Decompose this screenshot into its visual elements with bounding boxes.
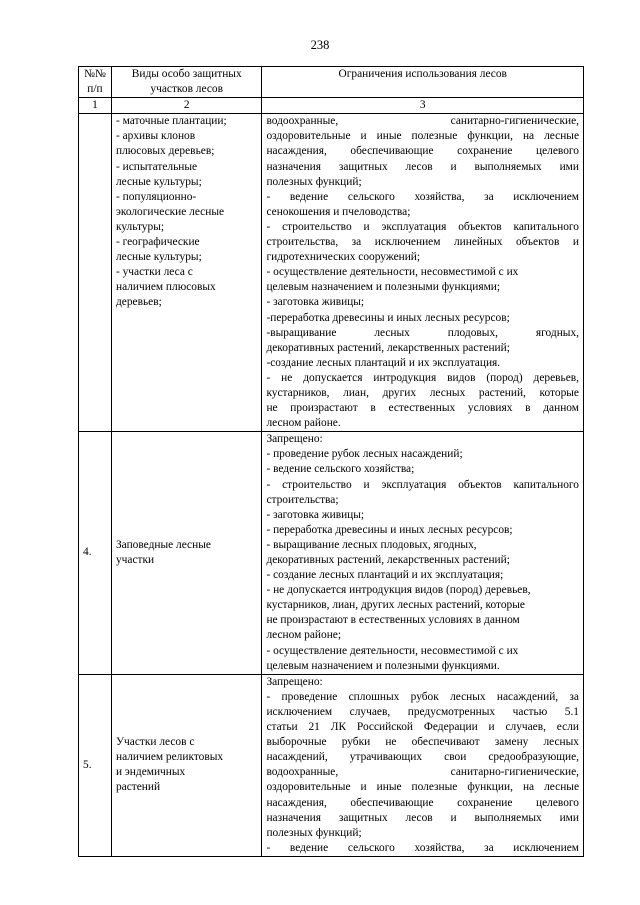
table-row (79, 432, 584, 675)
restriction-line: -переработка древесины и иных лесных ресурсов; (266, 311, 510, 324)
forest-type-line: деревьев; (115, 296, 162, 309)
restriction-line: - не допускается интродукция видов (пород) деревьев, (266, 584, 531, 597)
restrictions-cell (262, 674, 584, 856)
restriction-line: гидротехнических сооружений; (266, 251, 421, 264)
restriction-line: статьи 21 ЛК Российской Федерации и случаев, если (266, 721, 579, 734)
table-row (79, 114, 584, 432)
forest-restrictions-table (78, 66, 584, 857)
restriction-line: - ведение сельского хозяйства, за исключением (266, 841, 579, 854)
restriction-line: насаждений, утрачивающих свои средообразующие, (266, 751, 579, 764)
restriction-line: не произрастают в естественных условиях в данном (266, 614, 520, 627)
forest-type-line: экологические лесные (115, 205, 225, 218)
header-num-line: п/п (87, 83, 103, 96)
row-number-cell: 4. (79, 432, 112, 675)
forest-type-line: - географические (115, 236, 200, 249)
forest-type-cell (111, 674, 261, 856)
forest-type-line: плюсовых деревьев; (115, 145, 215, 158)
header-type (111, 67, 261, 98)
forest-type-cell (111, 114, 261, 432)
restriction-line: - проведение рубок лесных насаждений; (266, 448, 463, 461)
header-restrictions: Ограничения использования лесов (262, 67, 584, 98)
forest-type-line: - участки леса с (115, 266, 193, 279)
restriction-line: строительства; (266, 493, 339, 506)
table-row (79, 674, 584, 856)
restriction-line: - осуществление деятельности, несовместимой с их (266, 644, 519, 657)
index-cell: 3 (262, 98, 584, 114)
restriction-line: не произрастают в естественных условиях в данном (266, 402, 579, 415)
table-index-row (79, 98, 584, 114)
forest-type-line: - маточные плантации; (115, 115, 227, 128)
restriction-line: - осуществление деятельности, несовместимой с их (266, 266, 519, 279)
restriction-line: -создание лесных плантаций и их эксплуатация. (266, 356, 501, 369)
restriction-line: полезных функций; (266, 175, 362, 188)
restriction-line: насаждения, обеспечивающие сохранение целевого (266, 145, 579, 158)
restriction-line: - не допускается интродукция видов (пород) деревьев, (266, 371, 579, 384)
forest-type-line: лесные культуры; (115, 251, 202, 264)
restriction-line: оздоровительные и иные полезные функции, на лесные (266, 130, 579, 143)
restriction-line: - заготовка живицы; (266, 508, 365, 521)
restriction-line: водоохранные, санитарно-гигиенические, (266, 766, 579, 779)
restriction-line: исключением случаев, предусмотренных частью 5.1 (266, 705, 579, 718)
header-type-line: Виды особо защитных (131, 68, 242, 80)
restriction-line: - строительство и эксплуатация объектов капитального (266, 220, 579, 233)
restriction-line: назначения защитных лесов и выполняемых ими (266, 160, 579, 173)
forest-type-line: Участки лесов с (115, 736, 195, 749)
forest-type-line: - испытательные (115, 160, 198, 173)
restriction-line: Запрещено: (266, 433, 323, 446)
restriction-line: строительства, за исключением линейных объектов и (266, 236, 579, 249)
restrictions-cell (262, 432, 584, 675)
forest-type-line: - архивы клонов (115, 130, 196, 143)
restriction-line: кустарников, лиан, других лесных растений, которые (266, 599, 525, 612)
header-type-line: участков лесов (150, 83, 223, 96)
table-header-row (79, 67, 584, 98)
forest-type-line: Заповедные лесные (115, 538, 211, 551)
restriction-line: насаждения, обеспечивающие сохранение целевого (266, 796, 579, 809)
row-number-cell: 5. (79, 674, 112, 856)
restriction-line: водоохранные, санитарно-гигиенические, (266, 115, 579, 128)
restriction-line: сенокошения и пчеловодства; (266, 205, 411, 218)
index-cell: 1 (79, 98, 112, 114)
restriction-line: - выращивание лесных плодовых, ягодных, (266, 538, 477, 551)
restriction-line: выборочные рубки не обеспечивают замену лесных (266, 736, 579, 749)
forest-type-cell (111, 432, 261, 675)
restriction-line: - создание лесных плантаций и их эксплуатация; (266, 569, 504, 582)
header-num-line: №№ (84, 68, 106, 80)
restriction-line: -выращивание лесных плодовых, ягодных, (266, 326, 579, 339)
forest-type-line: и эндемичных (115, 766, 186, 779)
restriction-line: - переработка древесины и иных лесных ресурсов; (266, 523, 513, 536)
forest-type-line: культуры; (115, 220, 165, 233)
restriction-line: - ведение сельского хозяйства; (266, 463, 415, 476)
restriction-line: оздоровительные и иные полезные функции, на лесные (266, 781, 579, 794)
restriction-line: - заготовка живицы; (266, 296, 365, 309)
restriction-line: целевым назначением и полезными функциями; (266, 281, 501, 294)
forest-type-line: наличием реликтовых (115, 751, 224, 764)
restriction-line: лесном районе. (266, 417, 341, 430)
restriction-line: Запрещено: (266, 675, 323, 688)
restriction-line: полезных функций; (266, 826, 362, 839)
restriction-line: назначения защитных лесов и выполняемых ими (266, 811, 579, 824)
row-number-cell (79, 114, 112, 432)
forest-type-line: - популяционно- (115, 190, 197, 203)
restriction-line: кустарников, лиан, других лесных растений, которые (266, 386, 579, 399)
forest-type-line: растений (115, 781, 161, 794)
page-number: 238 (310, 38, 330, 52)
restriction-line: - проведение сплошных рубок лесных насаждений, за (266, 690, 579, 703)
restriction-line: лесном районе; (266, 629, 342, 642)
restriction-line: декоративных растений, лекарственных растений; (266, 554, 510, 566)
header-num (79, 67, 112, 98)
restriction-line: - ведение сельского хозяйства, за исключением (266, 190, 579, 203)
forest-type-line: наличием плюсовых (115, 281, 216, 294)
forest-type-line: участки (115, 554, 155, 566)
restriction-line: - строительство и эксплуатация объектов капитального (266, 478, 579, 491)
restriction-line: декоративных растений, лекарственных растений; (266, 341, 510, 354)
restrictions-cell (262, 114, 584, 432)
index-cell: 2 (111, 98, 261, 114)
restriction-line: целевым назначением и полезными функциями. (266, 659, 500, 672)
forest-type-line: лесные культуры; (115, 175, 202, 188)
